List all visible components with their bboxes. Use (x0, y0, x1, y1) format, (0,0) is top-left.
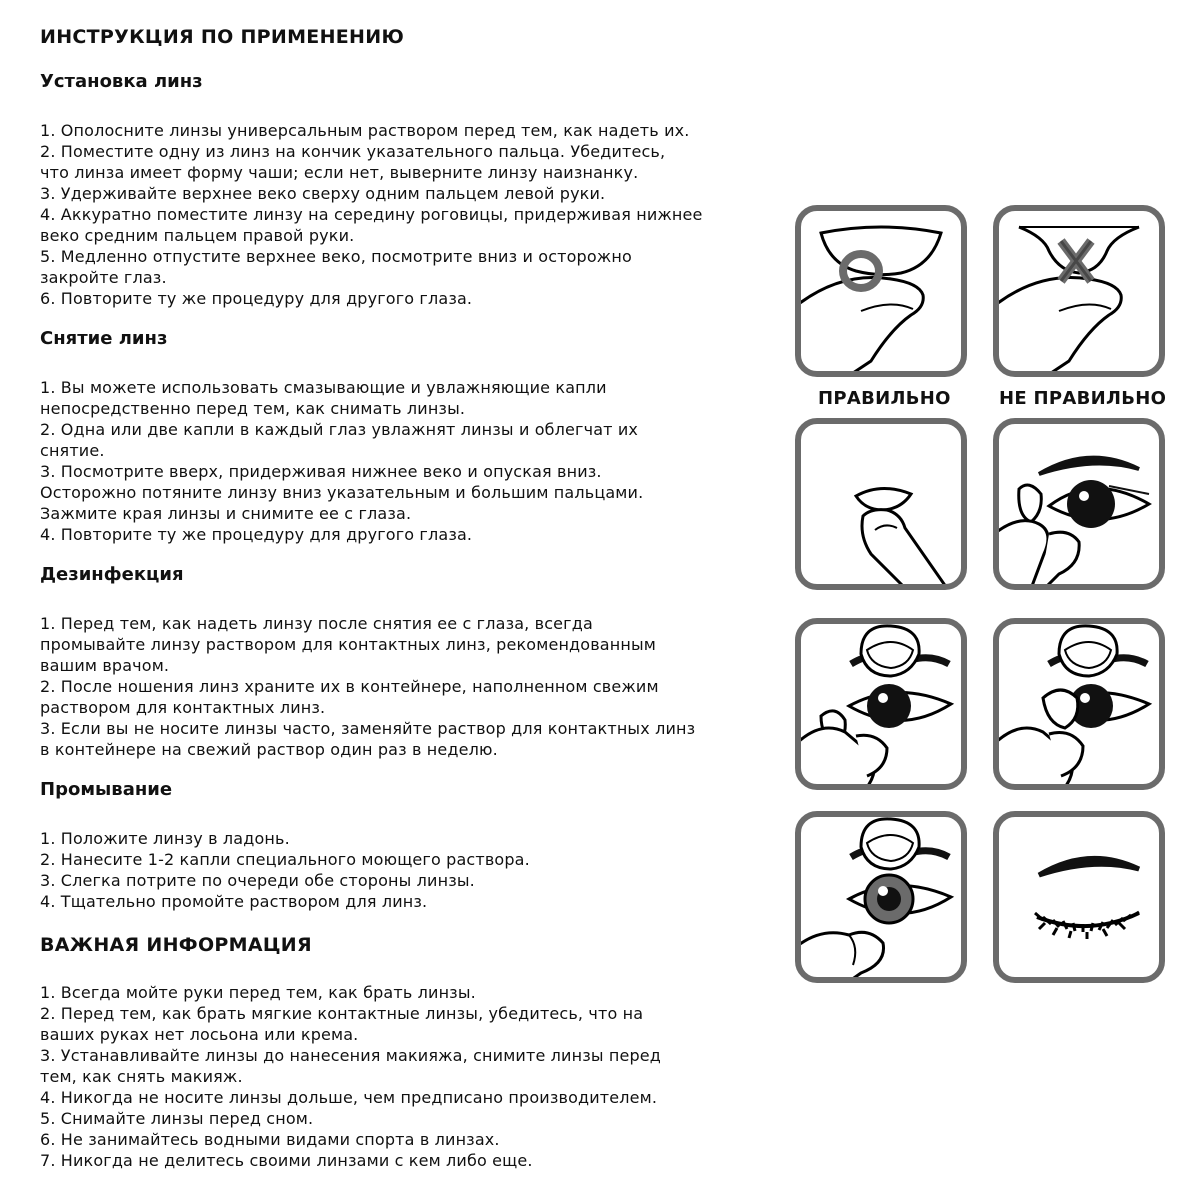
text-line: веко средним пальцем правой руки. (40, 226, 355, 245)
text-line: 2. Перед тем, как брать мягкие контактные линзы, убедитесь, что на (40, 1004, 644, 1023)
text-line: тем, как снять макияж. (40, 1067, 243, 1086)
text-line: 1. Всегда мойте руки перед тем, как брать линзы. (40, 983, 476, 1002)
text-line: 3. Слегка потрите по очереди обе стороны линзы. (40, 871, 475, 890)
panel-correct-lens-shape (795, 205, 967, 377)
text-line: вашим врачом. (40, 656, 170, 675)
text-line: 4. Никогда не носите линзы дольше, чем предписано производителем. (40, 1088, 658, 1107)
panel-incorrect-lens-shape (993, 205, 1165, 377)
text-line: непосредственно перед тем, как снимать линзы. (40, 399, 466, 418)
section-disinfection (40, 563, 770, 760)
section-heading: Промывание (40, 779, 173, 800)
text-line: в контейнере на свежий раствор один раз в неделю. (40, 740, 498, 759)
text-line: 4. Повторите ту же процедуру для другого глаза. (40, 525, 473, 544)
panel-remove-step-2 (993, 618, 1165, 790)
caption-correct: ПРАВИЛЬНО (818, 388, 951, 409)
text-line: 7. Никогда не делитесь своими линзами с кем либо еще. (40, 1151, 533, 1170)
important-heading: ВАЖНАЯ ИНФОРМАЦИЯ (40, 934, 312, 956)
panel-eye-closed (993, 811, 1165, 983)
text-line: 3. Посмотрите вверх, придерживая нижнее веко и опуская вниз. (40, 462, 602, 481)
section-heading: Дезинфекция (40, 564, 184, 585)
text-line: 5. Медленно отпустите верхнее веко, посмотрите вниз и осторожно (40, 247, 632, 266)
section-rinsing (40, 778, 770, 912)
text-line: ваших руках нет лосьона или крема. (40, 1025, 359, 1044)
text-line: закройте глаз. (40, 268, 167, 287)
text-line: 6. Не занимайтесь водными видами спорта в линзах. (40, 1130, 500, 1149)
text-line: 5. Снимайте линзы перед сном. (40, 1109, 314, 1128)
text-line: снятие. (40, 441, 105, 460)
instructions-text (40, 24, 770, 1171)
lens-on-finger-incorrect-illustration (999, 211, 1159, 371)
section-heading: Установка линз (40, 71, 203, 92)
text-line: Зажмите края линзы и снимите ее с глаза. (40, 504, 412, 523)
pinch-lens-eye-illustration (999, 624, 1159, 784)
text-line: 2. Одна или две капли в каждый глаз увлажнят линзы и облегчат их (40, 420, 639, 439)
section-important (40, 932, 770, 1171)
text-line: 1. Перед тем, как надеть линзу после снятия ее с глаза, всегда (40, 614, 593, 633)
text-line: 2. Нанесите 1-2 капли специального моющего раствора. (40, 850, 530, 869)
text-line: 1. Вы можете использовать смазывающие и увлажняющие капли (40, 378, 607, 397)
insert-lens-eye-illustration (999, 424, 1159, 584)
text-line: 3. Устанавливайте линзы до нанесения макияжа, снимите линзы перед (40, 1046, 662, 1065)
text-line: 2. Поместите одну из линз на кончик указательного пальца. Убедитесь, (40, 142, 666, 161)
remove-lens-eye-illustration (801, 624, 961, 784)
panel-remove-step-1 (795, 618, 967, 790)
text-line: что линза имеет форму чаши; если нет, выверните линзу наизнанку. (40, 163, 639, 182)
caption-incorrect: НЕ ПРАВИЛЬНО (999, 388, 1167, 409)
text-line: 3. Удерживайте верхнее веко сверху одним пальцем левой руки. (40, 184, 606, 203)
page-title: ИНСТРУКЦИЯ ПО ПРИМЕНЕНИЮ (40, 26, 405, 48)
text-line: 2. После ношения линз храните их в контейнере, наполненном свежим (40, 677, 659, 696)
section-installation (40, 70, 770, 309)
text-line: 1. Ополосните линзы универсальным раствором перед тем, как надеть их. (40, 121, 690, 140)
text-line: 6. Повторите ту же процедуру для другого глаза. (40, 289, 473, 308)
panel-lens-on-fingertip (795, 418, 967, 590)
text-line: 4. Аккуратно поместите линзу на середину роговицы, придерживая нижнее (40, 205, 703, 224)
text-line: раствором для контактных линз. (40, 698, 326, 717)
panel-eye-look-down (795, 811, 967, 983)
panel-insert-lens (993, 418, 1165, 590)
section-heading: Снятие линз (40, 328, 168, 349)
eye-with-lens-illustration (801, 817, 961, 977)
text-line: 3. Если вы не носите линзы часто, заменяйте раствор для контактных линз (40, 719, 696, 738)
closed-eye-illustration (999, 817, 1159, 977)
lens-on-finger-correct-illustration (801, 211, 961, 371)
text-line: Осторожно потяните линзу вниз указательным и большим пальцами. (40, 483, 644, 502)
text-line: 1. Положите линзу в ладонь. (40, 829, 290, 848)
text-line: промывайте линзу раствором для контактных линз, рекомендованным (40, 635, 656, 654)
fingertip-with-lens-illustration (801, 424, 961, 584)
text-line: 4. Тщательно промойте раствором для линз. (40, 892, 428, 911)
section-removal (40, 327, 770, 545)
